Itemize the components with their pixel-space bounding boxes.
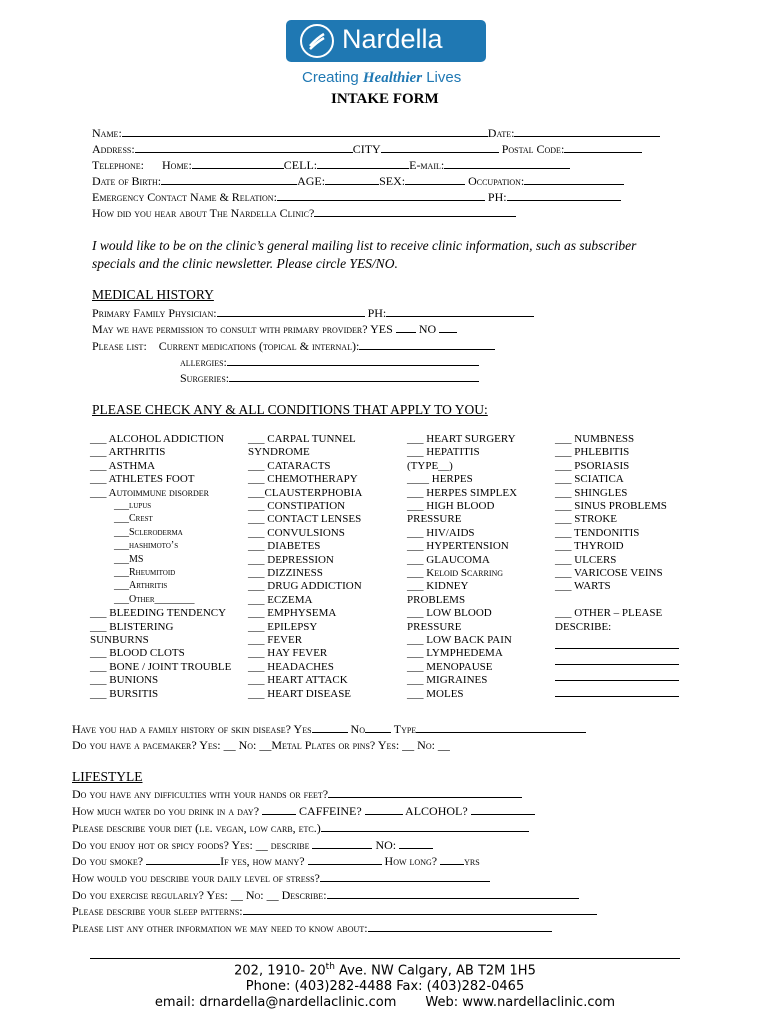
mailing-list-line1: I would like to be on the clinic’s general mailing list to receive clinic information, such as subscriber [92,238,637,253]
footer-phone: Phone: (403)282-4488 Fax: (403)282-0465 [245,979,525,994]
telephone-field[interactable]: Telephone: Home: CELL: E-mail: [92,157,570,173]
condition-item[interactable]: ___lupus [114,500,152,511]
condition-item[interactable]: ___Arthritis [114,580,168,592]
other-describe-line[interactable] [555,648,679,649]
other-describe-line[interactable] [555,664,679,665]
physician-field[interactable]: Primary Family Physician: PH: [92,305,534,321]
condition-item[interactable]: ___ HAY FEVER [248,647,328,660]
condition-item[interactable]: ___ VARICOSE VEINS [555,567,663,579]
condition-item[interactable]: (TYPE__) [407,459,453,472]
condition-item[interactable]: ___ ARTHRITIS [90,446,166,459]
footer-divider [90,958,680,959]
emergency-contact-field[interactable]: Emergency Contact Name & Relation: PH: [92,189,621,205]
condition-item[interactable]: ___ HEADACHES [248,660,334,673]
mailing-list-line2: specials and the clinic newsletter. Please circle YES/NO. [92,256,398,271]
pacemaker-field[interactable]: Do you have a pacemaker? Yes: __ No: __Metal Plates or pins? Yes: __ No: __ [72,738,450,752]
condition-item[interactable]: ___ FEVER [248,634,303,646]
condition-item[interactable]: ___ SHINGLES [555,486,628,499]
condition-item[interactable]: ____ HERPES [407,473,473,486]
condition-item: SYNDROME [248,446,310,459]
condition-item[interactable]: ___ ECZEMA [248,593,313,606]
condition-item[interactable]: ___ CONTACT LENSES [248,513,362,526]
family-history-field[interactable]: Have you had a family history of skin disease? Yes No Type [72,721,586,737]
condition-item[interactable]: ___Other________ [114,593,195,605]
condition-item[interactable]: ___ GLAUCOMA [407,553,490,566]
condition-item[interactable]: ___ LOW BACK PAIN [407,634,512,646]
condition-item[interactable]: ___ DRUG ADDICTION [248,580,362,593]
condition-item[interactable]: ___ HEPATITIS [407,446,480,459]
other-info-field[interactable]: Please list any other information we may need to know about: [72,920,552,936]
condition-item[interactable]: ___ CARPAL TUNNEL [248,433,356,445]
condition-item[interactable]: ___ WARTS [555,580,611,593]
condition-item: DESCRIBE: [555,620,612,633]
condition-item[interactable]: ___MS [114,553,144,565]
lifestyle-heading: LIFESTYLE [72,769,143,784]
condition-item[interactable]: ___ PHLEBITIS [555,446,630,459]
other-describe-line[interactable] [555,680,679,681]
condition-item[interactable]: ___ BLEEDING TENDENCY [90,607,227,620]
condition-item[interactable]: ___ MOLES [407,687,464,700]
condition-item[interactable]: ___ DIZZINESS [248,567,323,579]
condition-item[interactable]: ___ ASTHMA [90,459,156,472]
condition-item[interactable]: ___ Keloid Scarring [407,567,504,579]
other-describe-line[interactable] [555,696,679,697]
condition-item[interactable]: ___ EMPHYSEMA [248,607,337,620]
condition-item[interactable]: ___Scleroderma [114,526,183,538]
condition-item[interactable]: ___ MIGRAINES [407,674,488,687]
condition-item[interactable]: ___ STROKE [555,513,618,526]
condition-item[interactable]: ___ DEPRESSION [248,553,334,566]
condition-item[interactable]: ___ LOW BLOOD [407,607,492,620]
condition-item[interactable]: ___ DIABETES [248,540,321,553]
medical-history-heading: MEDICAL HISTORY [92,287,214,302]
condition-item[interactable]: ___ HERPES SIMPLEX [407,486,518,499]
condition-item[interactable]: ___ PSORIASIS [555,459,630,472]
surgeries-field[interactable]: Surgeries: [180,370,479,386]
condition-item: PROBLEMS [407,593,466,606]
condition-item[interactable]: ___Crest [114,513,153,525]
condition-item[interactable]: ___hashimoto’s [114,540,179,552]
condition-item[interactable]: ___Rheumitoid [114,567,176,578]
condition-item: PRESSURE [407,513,462,526]
condition-item[interactable]: ___CLAUSTERPHOBIA [248,486,363,499]
brand-name: Nardella [342,24,443,54]
condition-item[interactable]: ___ ULCERS [555,553,617,566]
condition-item[interactable]: ___ SINUS PROBLEMS [555,500,667,512]
condition-item[interactable]: ___ CHEMOTHERAPY [248,473,358,486]
conditions-heading: PLEASE CHECK ANY & ALL CONDITIONS THAT APPLY TO YOU: [92,402,488,417]
brand-tagline: Creating Healthier Lives [302,69,462,86]
address-field[interactable]: Address: CITY Postal Code: [92,141,642,157]
permission-field[interactable]: May we have permission to consult with primary provider? YES NO [92,321,457,337]
condition-item[interactable]: ___ MENOPAUSE [407,660,493,673]
condition-item[interactable]: ___ KIDNEY [407,580,469,593]
condition-item[interactable]: ___ ATHLETES FOOT [90,473,195,486]
referral-field[interactable]: How did you hear about The Nardella Clinic? [92,205,516,221]
hands-feet-field[interactable]: Do you have any difficulties with your hands or feet? [72,786,522,802]
exercise-field[interactable]: Do you exercise regularly? Yes: __ No: __ Describe: [72,887,579,903]
condition-item[interactable]: ___ BUNIONS [90,674,159,687]
condition-item[interactable]: ___ OTHER – PLEASE [555,607,663,620]
condition-item[interactable]: ___ HIV/AIDS [407,526,475,539]
condition-item[interactable]: ___ TENDONITIS [555,526,640,539]
diet-field[interactable]: Please describe your diet (i.e. vegan, low carb, etc.) [72,820,529,836]
condition-item[interactable]: ___ CATARACTS [248,459,331,472]
condition-item[interactable]: ___ CONVULSIONS [248,526,345,539]
condition-item[interactable]: ___ HEART DISEASE [248,687,352,700]
condition-item[interactable]: ___ BURSITIS [90,687,159,700]
condition-item[interactable]: ___ HEART ATTACK [248,674,348,687]
smoke-field[interactable]: Do you smoke? If yes, how many? How long? yrs [72,854,480,868]
condition-item: SUNBURNS [90,634,149,646]
medications-field[interactable]: Please list: Current medications (topical & internal): [92,338,495,354]
condition-item[interactable]: ___ HEART SURGERY [407,433,516,445]
spicy-food-field[interactable]: Do you enjoy hot or spicy foods? Yes: __ describe NO: [72,837,433,853]
condition-item[interactable]: ___ EPILEPSY [248,620,318,633]
condition-item[interactable]: ___ HIGH BLOOD [407,500,495,512]
condition-item[interactable]: ___ NUMBNESS [555,433,635,445]
logo-mark-icon [300,24,334,58]
form-title: INTAKE FORM [331,91,439,107]
condition-item: PRESSURE [407,620,462,633]
footer-address: 202, 1910- 20th Ave. NW Calgary, AB T2M 1H5 [234,962,536,979]
name-field[interactable]: Name: Date: [92,125,660,141]
water-field[interactable]: How much water do you drink in a day? CAFFEINE? ALCOHOL? [72,803,535,819]
condition-item[interactable]: ___ CONSTIPATION [248,500,346,512]
condition-item[interactable]: ___ Autoimmune disorder [90,486,209,499]
condition-item[interactable]: ___ LYMPHEDEMA [407,647,503,660]
condition-item[interactable]: ___ ALCOHOL ADDICTION [90,433,225,445]
condition-item[interactable]: ___ HYPERTENSION [407,540,509,553]
allergies-field[interactable]: allergies: [180,354,479,370]
condition-item[interactable]: ___ SCIATICA [555,473,624,486]
sleep-field[interactable]: Please describe your sleep patterns: [72,903,597,919]
condition-item[interactable]: ___ BLISTERING [90,620,174,633]
stress-field[interactable]: How would you describe your daily level of stress? [72,870,490,886]
condition-item[interactable]: ___ BONE / JOINT TROUBLE [90,660,232,673]
footer-contact: email: drnardella@nardellaclinic.com Web: www.nardellaclinic.com [154,995,616,1010]
condition-item[interactable]: ___ THYROID [555,540,624,553]
condition-item[interactable]: ___ BLOOD CLOTS [90,647,185,660]
dob-field[interactable]: Date of Birth: AGE: SEX: Occupation: [92,173,624,189]
